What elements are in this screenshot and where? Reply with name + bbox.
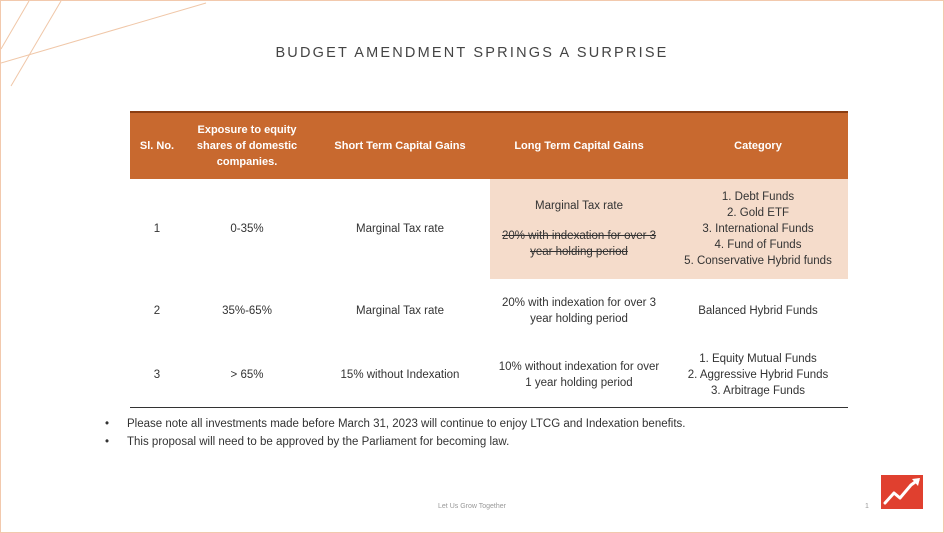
sl-no-cell: 2 <box>153 305 161 317</box>
category-item: 2. Aggressive Hybrid Funds <box>687 369 829 381</box>
table-row <box>130 343 848 408</box>
ltcg-cell: 10% without indexation for over 1 year holding period <box>490 343 668 408</box>
exposure-cell: 35%-65% <box>222 305 272 317</box>
category-item: 2. Gold ETF <box>727 207 789 219</box>
category-item: 5. Conservative Hybrid funds <box>684 255 832 267</box>
exposure-cell: > 65% <box>184 343 310 408</box>
bullet-icon: • <box>105 436 110 448</box>
note-item <box>105 433 686 451</box>
ltcg-cell <box>490 179 668 279</box>
bullet-icon: • <box>105 418 110 430</box>
category-cell <box>668 179 848 279</box>
category-item: 3. Arbitrage Funds <box>711 385 805 397</box>
ltcg-struck-value: 20% with indexation for over 3 year holding period <box>501 230 657 258</box>
category-item: Balanced Hybrid Funds <box>698 305 818 317</box>
ltcg-cell: 20% with indexation for over 3 year holding period <box>501 297 657 325</box>
sl-no-cell: 3 <box>130 343 184 408</box>
ltcg-new-value: Marginal Tax rate <box>535 200 623 212</box>
header-category: Category <box>668 112 848 179</box>
category-item: 1. Debt Funds <box>721 191 795 203</box>
exposure-cell: 0-35% <box>230 223 264 235</box>
stcg-cell: Marginal Tax rate <box>356 223 444 235</box>
table-row <box>130 279 848 343</box>
header-exposure: Exposure to equity shares of domestic companies. <box>184 112 310 179</box>
stcg-cell: 15% without Indexation <box>310 343 490 408</box>
slide-title: BUDGET AMENDMENT SPRINGS A SURPRISE <box>275 45 669 61</box>
header-sl-no: Sl. No. <box>130 112 184 179</box>
note-item <box>105 415 686 433</box>
tax-table <box>130 111 848 408</box>
note-text: Please note all investments made before March 31, 2023 will continue to enjoy LTCG and Indexation benefits. <box>127 418 686 430</box>
category-item: 3. International Funds <box>702 223 814 235</box>
table-row <box>130 179 848 279</box>
category-item: 4. Fund of Funds <box>714 239 802 251</box>
sl-no-cell: 1 <box>153 223 161 235</box>
note-text: This proposal will need to be approved by the Parliament for becoming law. <box>127 436 510 448</box>
stcg-cell: Marginal Tax rate <box>356 305 444 317</box>
growth-logo-icon <box>881 475 923 509</box>
footer-tagline: Let Us Grow Together <box>438 503 506 510</box>
header-ltcg: Long Term Capital Gains <box>490 112 668 179</box>
category-cell <box>668 279 848 343</box>
category-item: 1. Equity Mutual Funds <box>699 353 817 365</box>
notes-list <box>105 415 686 451</box>
category-cell <box>668 343 848 408</box>
table-header-row <box>130 112 848 179</box>
page-number: 1 <box>865 503 869 510</box>
header-stcg: Short Term Capital Gains <box>310 112 490 179</box>
